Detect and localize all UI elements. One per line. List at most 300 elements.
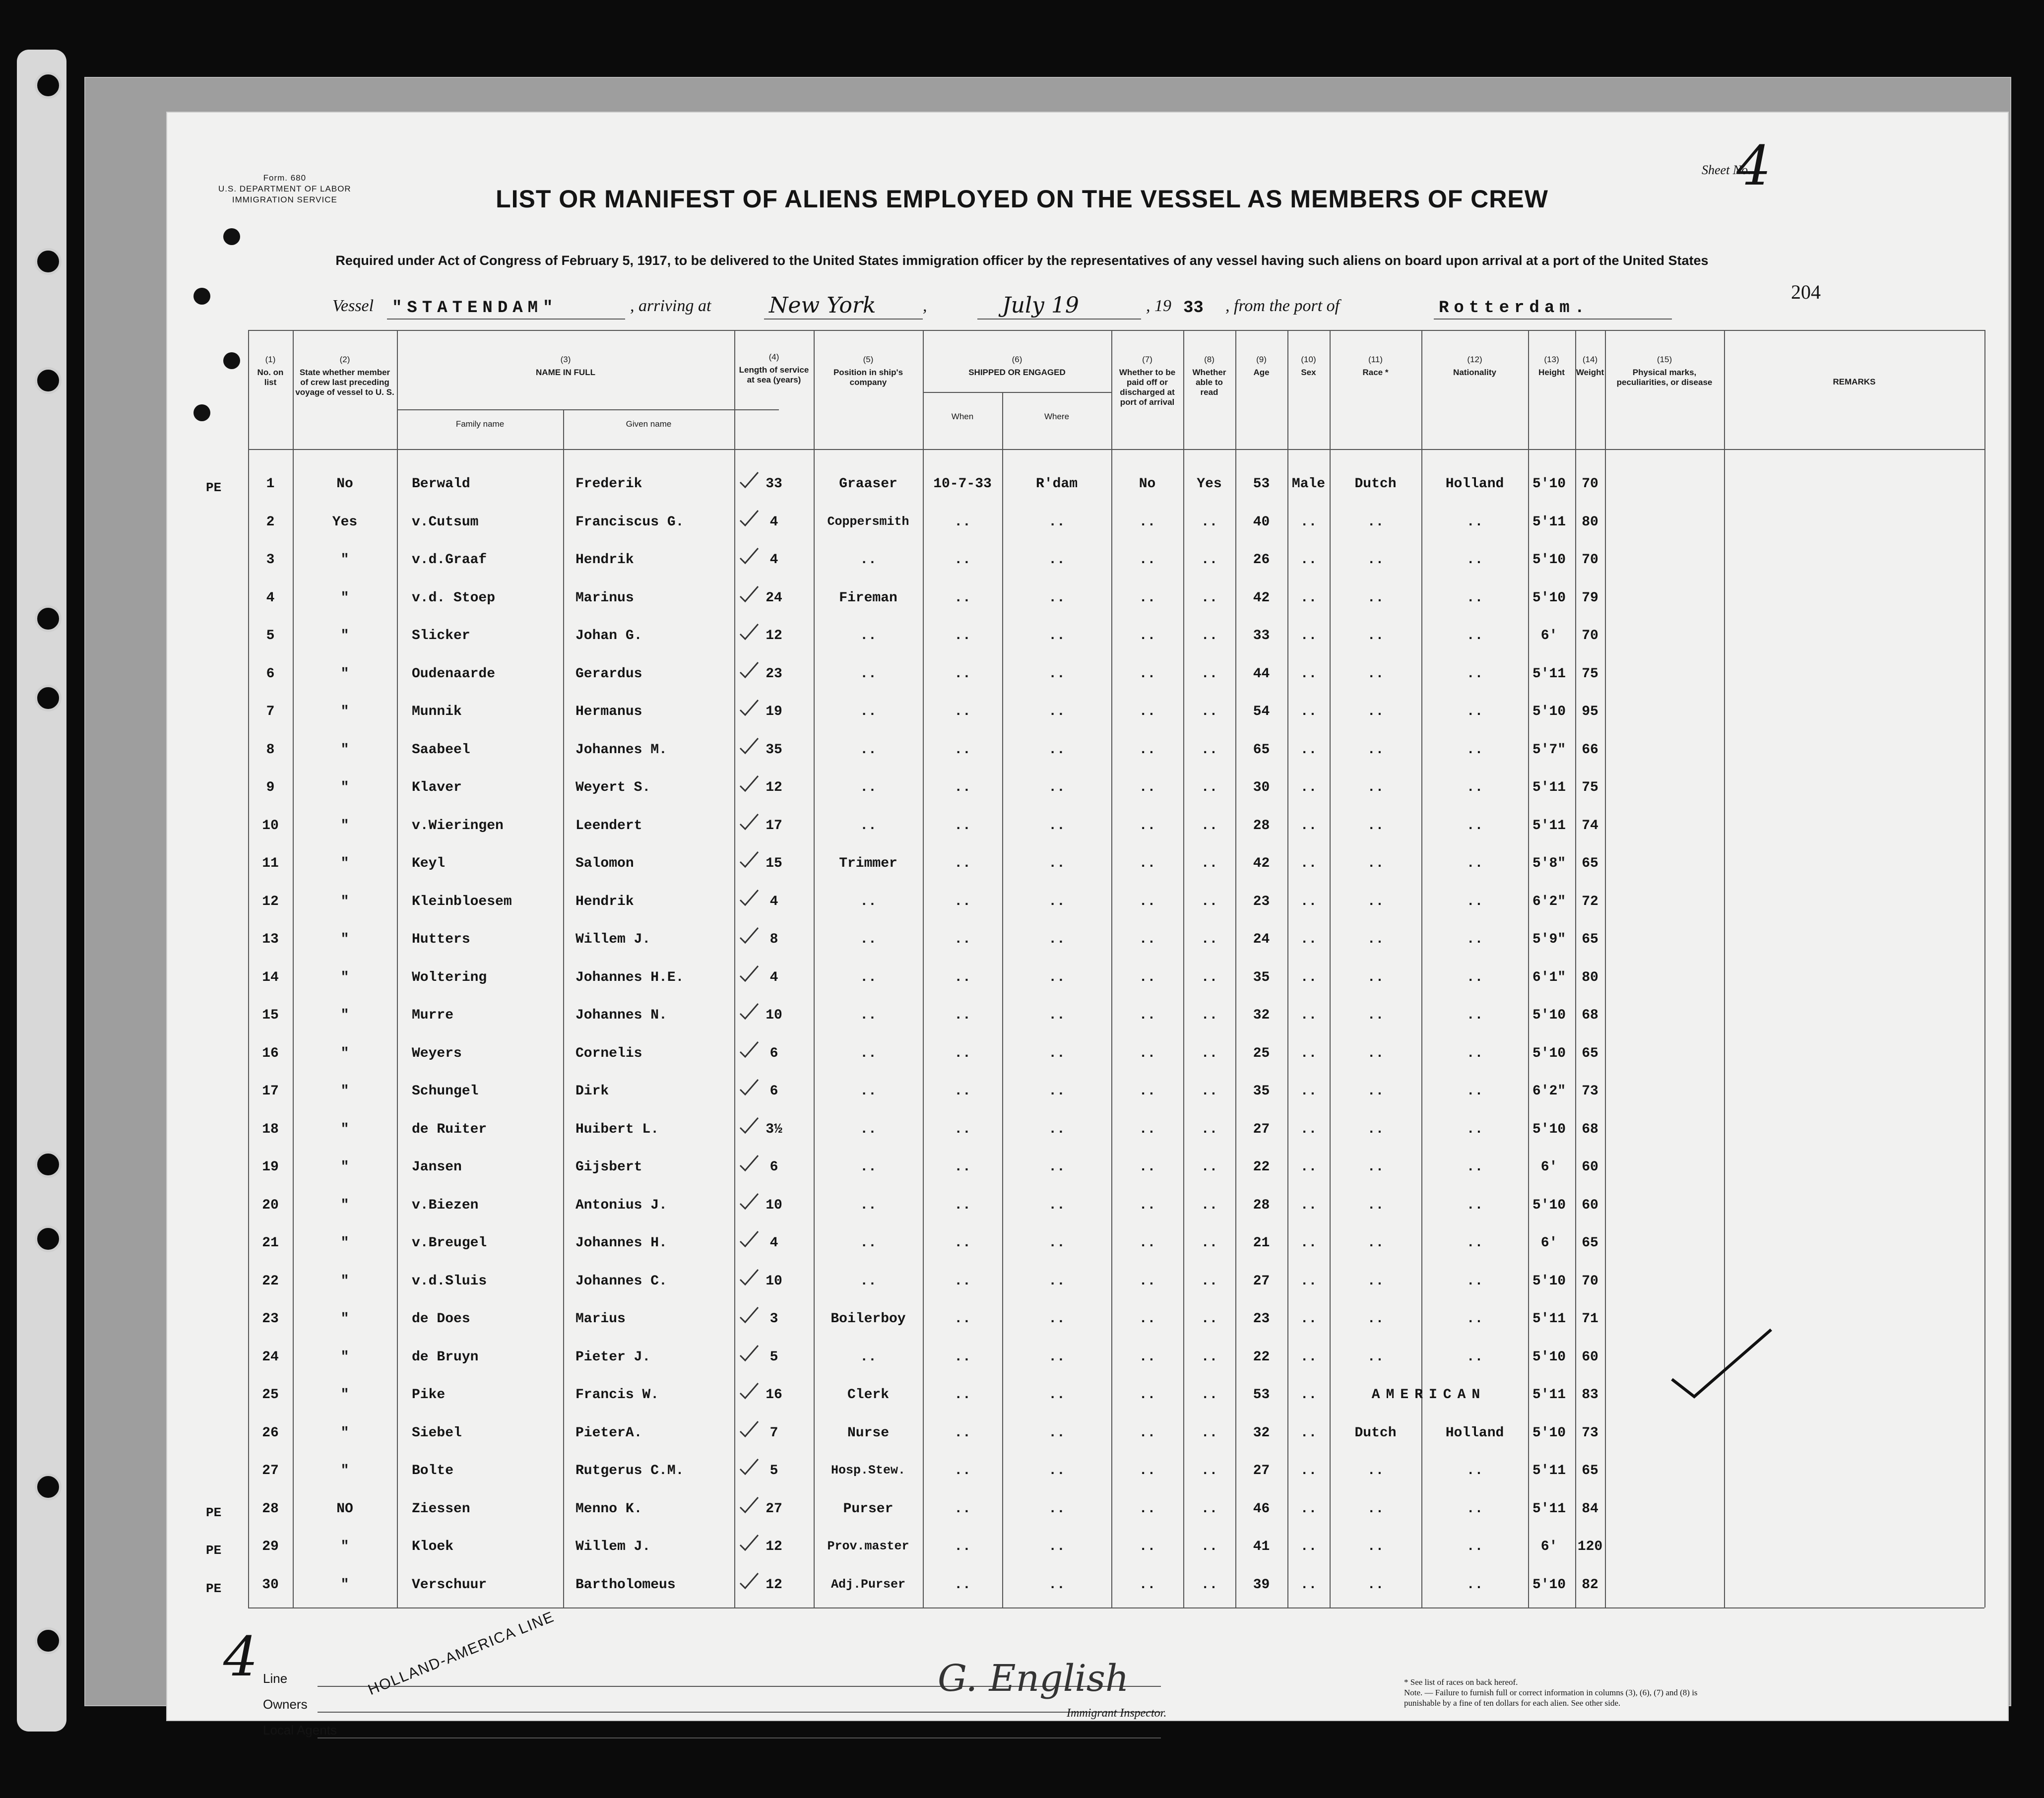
cell-nationality: .. <box>1466 1463 1483 1478</box>
table-row <box>0 1084 2044 1113</box>
cell-race: .. <box>1367 1121 1384 1137</box>
cell-position: .. <box>860 1349 877 1365</box>
header-age: (9) Age <box>1253 355 1270 377</box>
cell-height: 5'8" <box>1532 856 1566 871</box>
cell-read: .. <box>1201 894 1218 909</box>
check-tick-icon <box>739 510 759 527</box>
cell-family: v.d.Graaf <box>412 552 487 568</box>
arrival-year: 33 <box>1183 299 1204 318</box>
cell-when: .. <box>954 1197 971 1213</box>
cell-nationality: Holland <box>1445 1425 1504 1441</box>
table-row <box>0 1274 2044 1303</box>
sheet-number: 4 <box>1736 134 1771 197</box>
table-row <box>0 818 2044 848</box>
cell-nationality: .. <box>1466 894 1483 909</box>
cell-service: 4 <box>769 552 778 568</box>
cell-age: 41 <box>1253 1539 1270 1554</box>
cell-given: Johan G. <box>575 628 642 643</box>
cell-given: Huibert L. <box>575 1121 659 1137</box>
cell-family: v.Biezen <box>412 1197 479 1213</box>
vessel-name: "STATENDAM" <box>392 299 558 318</box>
cell-no: 2 <box>266 514 275 530</box>
cell-given: Willem J. <box>575 1539 651 1554</box>
cell-where: .. <box>1048 1159 1065 1175</box>
header-position: (5) Position in ship's company <box>833 355 903 387</box>
cell-sex: .. <box>1300 1577 1317 1593</box>
cell-read: .. <box>1201 1577 1218 1593</box>
name-subheader-rule <box>397 409 779 410</box>
cell-family: Munnik <box>412 704 462 719</box>
cell-paid-off: .. <box>1139 1008 1156 1023</box>
check-tick-icon <box>739 927 759 945</box>
cell-sex: .. <box>1300 1501 1317 1517</box>
cell-weight: 60 <box>1582 1197 1598 1213</box>
cell-read: .. <box>1201 1463 1218 1478</box>
cell-position: .. <box>860 666 877 682</box>
cell-prev: " <box>340 1197 349 1213</box>
cell-position: .. <box>860 932 877 947</box>
cell-nationality: .. <box>1466 1273 1483 1289</box>
cell-sex: .. <box>1300 704 1317 719</box>
cell-sex: .. <box>1300 932 1317 947</box>
cell-paid-off: .. <box>1139 552 1156 568</box>
cell-height: 5'7" <box>1532 742 1566 758</box>
cell-prev: NO <box>336 1501 353 1517</box>
cell-weight: 79 <box>1582 590 1598 606</box>
cell-position: .. <box>860 1197 877 1213</box>
cell-nationality: .. <box>1466 1121 1483 1137</box>
cell-service: 15 <box>766 856 782 871</box>
cell-weight: 60 <box>1582 1159 1598 1175</box>
cell-read: .. <box>1201 1197 1218 1213</box>
cell-paid-off: .. <box>1139 1311 1156 1327</box>
table-row <box>0 932 2044 962</box>
cell-when: .. <box>954 1008 971 1023</box>
cell-race: .. <box>1367 1463 1384 1478</box>
cell-family: Jansen <box>412 1159 462 1175</box>
cell-when: .. <box>954 818 971 834</box>
check-tick-icon <box>739 1079 759 1096</box>
cell-nationality: .. <box>1466 932 1483 947</box>
cell-position: .. <box>860 1159 877 1175</box>
table-row <box>0 590 2044 620</box>
cell-prev: " <box>340 704 349 719</box>
cell-prev: " <box>340 1159 349 1175</box>
cell-position: .. <box>860 1084 877 1099</box>
cell-race: Dutch <box>1354 1425 1397 1441</box>
cell-race: .. <box>1367 1197 1384 1213</box>
cell-service: 4 <box>769 514 778 530</box>
cell-family: Klaver <box>412 780 462 795</box>
cell-service: 12 <box>766 1539 782 1554</box>
cell-read: .. <box>1201 932 1218 947</box>
cell-sex: .. <box>1300 894 1317 909</box>
cell-family: v.Wieringen <box>412 818 504 834</box>
cell-prev: Yes <box>332 514 358 530</box>
cell-when: .. <box>954 590 971 606</box>
check-tick-icon <box>739 1230 759 1248</box>
cell-where: .. <box>1048 1311 1065 1327</box>
cell-read: .. <box>1201 1349 1218 1365</box>
check-tick-icon <box>739 471 759 489</box>
cell-paid-off: .. <box>1139 1159 1156 1175</box>
table-row <box>0 970 2044 1000</box>
cell-no: 8 <box>266 742 275 758</box>
cell-family: Siebel <box>412 1425 462 1441</box>
check-tick-icon <box>739 1041 759 1059</box>
cell-age: 26 <box>1253 552 1270 568</box>
punch-hole <box>223 228 240 245</box>
cell-when: .. <box>954 1273 971 1289</box>
cell-weight: 65 <box>1582 932 1598 947</box>
cell-position: Nurse <box>847 1425 889 1441</box>
cell-when: .. <box>954 1463 971 1478</box>
cell-position: .. <box>860 704 877 719</box>
cell-where: .. <box>1048 818 1065 834</box>
cell-nationality: .. <box>1466 1159 1483 1175</box>
cell-nationality: .. <box>1466 628 1483 643</box>
cell-service: 19 <box>766 704 782 719</box>
cell-race: .. <box>1367 1273 1384 1289</box>
agents-fill-line <box>318 1737 1161 1738</box>
cell-given: Gerardus <box>575 666 642 682</box>
cell-weight: 83 <box>1582 1387 1598 1403</box>
header-given-name: Given name <box>626 419 672 429</box>
cell-read: .. <box>1201 818 1218 834</box>
cell-when: .. <box>954 1577 971 1593</box>
page-subtitle: Required under Act of Congress of February 5, 1917, to be delivered to the United States immigration officer by the representatives of any vessel having such aliens on board upon arrival at a port of the United States <box>335 253 1709 268</box>
cell-paid-off: .. <box>1139 1121 1156 1137</box>
cell-read: .. <box>1201 1501 1218 1517</box>
cell-height: 5'10 <box>1532 476 1566 492</box>
arrival-date: July 19 <box>1002 293 1079 318</box>
separator: , <box>923 297 927 315</box>
cell-when: .. <box>954 969 971 985</box>
cell-paid-off: .. <box>1139 1539 1156 1554</box>
table-row <box>0 628 2044 658</box>
cell-age: 53 <box>1253 476 1270 492</box>
check-tick-icon <box>739 1117 759 1135</box>
cell-family: Weyers <box>412 1045 462 1061</box>
cell-age: 27 <box>1253 1273 1270 1289</box>
cell-no: 25 <box>262 1387 279 1403</box>
cell-weight: 75 <box>1582 780 1598 795</box>
check-tick-icon <box>739 1572 759 1590</box>
cell-no: 1 <box>266 476 275 492</box>
cell-sex: .. <box>1300 1008 1317 1023</box>
cell-age: 30 <box>1253 780 1270 795</box>
cell-family: Woltering <box>412 969 487 985</box>
cell-paid-off: .. <box>1139 742 1156 758</box>
cell-family: Oudenaarde <box>412 666 496 682</box>
cell-prev: " <box>340 666 349 682</box>
cell-sex: .. <box>1300 1121 1317 1137</box>
cell-paid-off: .. <box>1139 1501 1156 1517</box>
cell-family: Ziessen <box>412 1501 470 1517</box>
cell-service: 12 <box>766 628 782 643</box>
cell-weight: 65 <box>1582 1235 1598 1251</box>
footnote-races: * See list of races on back hereof. <box>1404 1677 1518 1687</box>
table-row <box>0 552 2044 582</box>
cell-given: Francis W. <box>575 1387 659 1403</box>
cell-nationality: .. <box>1466 1539 1483 1554</box>
owners-fill-line <box>318 1712 1161 1713</box>
cell-where: .. <box>1048 1387 1065 1403</box>
cell-read: .. <box>1201 514 1218 530</box>
cell-service: 7 <box>769 1425 778 1441</box>
check-tick-icon <box>739 1003 759 1021</box>
port-fill-line <box>764 319 923 320</box>
cell-where: .. <box>1048 628 1065 643</box>
cell-sex: .. <box>1300 742 1317 758</box>
cell-service: 4 <box>769 894 778 909</box>
cell-position: Adj.Purser <box>830 1577 906 1592</box>
cell-given: Menno K. <box>575 1501 642 1517</box>
cell-nationality: .. <box>1466 1577 1483 1593</box>
cell-age: 46 <box>1253 1501 1270 1517</box>
header-family-name: Family name <box>455 419 505 429</box>
cell-race: .. <box>1367 856 1384 871</box>
cell-where: .. <box>1048 894 1065 909</box>
cell-family: Kloek <box>412 1539 454 1554</box>
cell-paid-off: .. <box>1139 1045 1156 1061</box>
department-name: U.S. DEPARTMENT OF LABOR <box>218 184 351 193</box>
footnotes <box>1404 1677 1702 1708</box>
header-race: (11) Race * <box>1362 355 1389 377</box>
cell-family: v.d.Sluis <box>412 1273 487 1289</box>
header-where: Where <box>1044 412 1070 421</box>
cell-weight: 73 <box>1582 1425 1598 1441</box>
header-paid-off: (7) Whether to be paid off or discharged at port of arrival <box>1119 355 1176 407</box>
cell-paid-off: .. <box>1139 818 1156 834</box>
table-row <box>0 704 2044 734</box>
cell-prev: " <box>340 932 349 947</box>
cell-where: .. <box>1048 1235 1065 1251</box>
table-row <box>0 742 2044 772</box>
header-shipped-or-engaged: (6) SHIPPED OR ENGAGED <box>968 355 1066 377</box>
cell-read: .. <box>1201 666 1218 682</box>
cell-race: .. <box>1367 704 1384 719</box>
cell-given: Dirk <box>575 1084 609 1099</box>
check-tick-icon <box>739 547 759 565</box>
cell-nationality: .. <box>1466 780 1483 795</box>
cell-weight: 84 <box>1582 1501 1598 1517</box>
cell-position: .. <box>860 742 877 758</box>
cell-family: Verschuur <box>412 1577 487 1593</box>
sheet-number-label: Sheet No. <box>1702 163 1751 177</box>
cell-when: .. <box>954 1045 971 1061</box>
cell-paid-off: .. <box>1139 1084 1156 1099</box>
cell-height: 5'10 <box>1532 1425 1566 1441</box>
cell-position: .. <box>860 1273 877 1289</box>
cell-no: 15 <box>262 1008 279 1023</box>
cell-race: .. <box>1367 514 1384 530</box>
cell-where: .. <box>1048 932 1065 947</box>
cell-weight: 68 <box>1582 1008 1598 1023</box>
cell-when: .. <box>954 628 971 643</box>
cell-read: .. <box>1201 1045 1218 1061</box>
cell-paid-off: No <box>1139 476 1156 492</box>
cell-read: .. <box>1201 552 1218 568</box>
cell-no: 4 <box>266 590 275 606</box>
cell-race: .. <box>1367 1045 1384 1061</box>
cell-weight: 66 <box>1582 742 1598 758</box>
shipped-subheader-rule <box>923 392 1111 393</box>
cell-read: .. <box>1201 856 1218 871</box>
cell-prev: " <box>340 818 349 834</box>
cell-position: Fireman <box>839 590 897 606</box>
cell-position: Trimmer <box>839 856 897 871</box>
row-annotation: PE <box>206 1543 222 1558</box>
header-able-to-read: (8) Whether able to read <box>1192 355 1226 397</box>
cell-where: .. <box>1048 590 1065 606</box>
cell-service: 10 <box>766 1008 782 1023</box>
cell-family: de Does <box>412 1311 470 1327</box>
cell-sex: .. <box>1300 1159 1317 1175</box>
cell-no: 14 <box>262 969 279 985</box>
cell-read: Yes <box>1197 476 1222 492</box>
check-tick-icon <box>739 1155 759 1172</box>
header-name-in-full: (3) NAME IN FULL <box>536 355 595 377</box>
cell-height: 5'10 <box>1532 1273 1566 1289</box>
cell-paid-off: .. <box>1139 969 1156 985</box>
row-annotation: PE <box>206 480 222 495</box>
cell-family: Saabeel <box>412 742 470 758</box>
cell-when: .. <box>954 1349 971 1365</box>
cell-paid-off: .. <box>1139 704 1156 719</box>
cell-where: .. <box>1048 1008 1065 1023</box>
cell-no: 11 <box>262 856 279 871</box>
cell-no: 10 <box>262 818 279 834</box>
vessel-label: Vessel <box>332 297 374 315</box>
cell-paid-off: .. <box>1139 780 1156 795</box>
binder-hole <box>35 72 62 99</box>
cell-where: .. <box>1048 552 1065 568</box>
check-tick-icon <box>739 775 759 793</box>
cell-nationality: .. <box>1466 1349 1483 1365</box>
cell-service: 12 <box>766 1577 782 1593</box>
cell-race: Dutch <box>1354 476 1397 492</box>
cell-weight: 68 <box>1582 1121 1598 1137</box>
cell-age: 27 <box>1253 1463 1270 1478</box>
cell-height: 5'10 <box>1532 1008 1566 1023</box>
cell-prev: " <box>340 1463 349 1478</box>
cell-race: .. <box>1367 742 1384 758</box>
vessel-line <box>332 293 1662 321</box>
cell-position: .. <box>860 1045 877 1061</box>
cell-prev: " <box>340 1387 349 1403</box>
reference-number: 204 <box>1791 281 1821 303</box>
cell-height: 5'9" <box>1532 932 1566 947</box>
cell-where: .. <box>1048 666 1065 682</box>
cell-age: 24 <box>1253 932 1270 947</box>
cell-nationality: .. <box>1466 818 1483 834</box>
cell-sex: .. <box>1300 1539 1317 1554</box>
cell-when: .. <box>954 704 971 719</box>
cell-nationality: .. <box>1466 704 1483 719</box>
table-row <box>0 1501 2044 1531</box>
cell-service: 27 <box>766 1501 782 1517</box>
cell-read: .. <box>1201 590 1218 606</box>
cell-family: de Ruiter <box>412 1121 487 1137</box>
cell-prev: " <box>340 628 349 643</box>
line-label: Line <box>263 1671 288 1686</box>
cell-when: 10-7-33 <box>933 476 992 492</box>
header-length-of-service: (4) Length of service at sea (years) <box>739 352 809 385</box>
cell-weight: 60 <box>1582 1349 1598 1365</box>
cell-prev: " <box>340 1084 349 1099</box>
cell-nationality: .. <box>1466 1311 1483 1327</box>
cell-nationality: .. <box>1466 1197 1483 1213</box>
cell-given: Antonius J. <box>575 1197 667 1213</box>
check-tick-icon <box>739 699 759 717</box>
cell-age: 28 <box>1253 1197 1270 1213</box>
cell-sex: .. <box>1300 1045 1317 1061</box>
line-stamp: HOLLAND-AMERICA LINE <box>366 1608 557 1699</box>
cell-weight: 120 <box>1577 1539 1603 1554</box>
from-port-fill-line <box>1434 319 1672 320</box>
cell-height: 6'1" <box>1532 969 1566 985</box>
check-tick-icon <box>739 1306 759 1324</box>
cell-position: .. <box>860 780 877 795</box>
cell-paid-off: .. <box>1139 1463 1156 1478</box>
cell-race: .. <box>1367 969 1384 985</box>
cell-height: 5'10 <box>1532 1045 1566 1061</box>
cell-family: v.d. Stoep <box>412 590 496 606</box>
cell-age: 32 <box>1253 1008 1270 1023</box>
cell-sex: .. <box>1300 780 1317 795</box>
cell-service: 3 <box>769 1311 778 1327</box>
cell-family: v.Cutsum <box>412 514 479 530</box>
cell-weight: 80 <box>1582 514 1598 530</box>
departure-port: Rotterdam. <box>1439 299 1590 318</box>
check-tick-icon <box>739 813 759 831</box>
cell-position: .. <box>860 552 877 568</box>
cell-given: Marinus <box>575 590 634 606</box>
header-height: (13) Height <box>1538 355 1565 377</box>
cell-prev: " <box>340 742 349 758</box>
cell-given: Hermanus <box>575 704 642 719</box>
check-tick-icon <box>739 851 759 869</box>
cell-where: .. <box>1048 704 1065 719</box>
cell-given: Hendrik <box>575 894 634 909</box>
cell-no: 19 <box>262 1159 279 1175</box>
cell-prev: " <box>340 1121 349 1137</box>
cell-position: Prov.master <box>827 1539 909 1553</box>
cell-weight: 72 <box>1582 894 1598 909</box>
cell-sex: Male <box>1291 476 1326 492</box>
check-tick-icon <box>739 1534 759 1552</box>
cell-height: 5'11 <box>1532 1463 1566 1478</box>
cell-position: .. <box>860 894 877 909</box>
binder-hole <box>35 1627 62 1654</box>
header-sex: (10) Sex <box>1301 355 1316 377</box>
footnote-penalty: Note. — Failure to furnish full or correct information in columns (3), (6), (7) and (8) is punishable by a fine of ten dollars for each alien. See other side. <box>1404 1688 1698 1708</box>
cell-weight: 70 <box>1582 628 1598 643</box>
punch-hole <box>193 288 210 305</box>
cell-age: 22 <box>1253 1349 1270 1365</box>
cell-given: Pieter J. <box>575 1349 651 1365</box>
cell-service: 35 <box>766 742 782 758</box>
check-tick-icon <box>739 889 759 907</box>
cell-no: 17 <box>262 1084 279 1099</box>
cell-prev: " <box>340 590 349 606</box>
cell-when: .. <box>954 780 971 795</box>
cell-prev: " <box>340 1273 349 1289</box>
check-tick-icon <box>739 1496 759 1514</box>
cell-given: Bartholomeus <box>575 1577 676 1593</box>
cell-paid-off: .. <box>1139 1235 1156 1251</box>
